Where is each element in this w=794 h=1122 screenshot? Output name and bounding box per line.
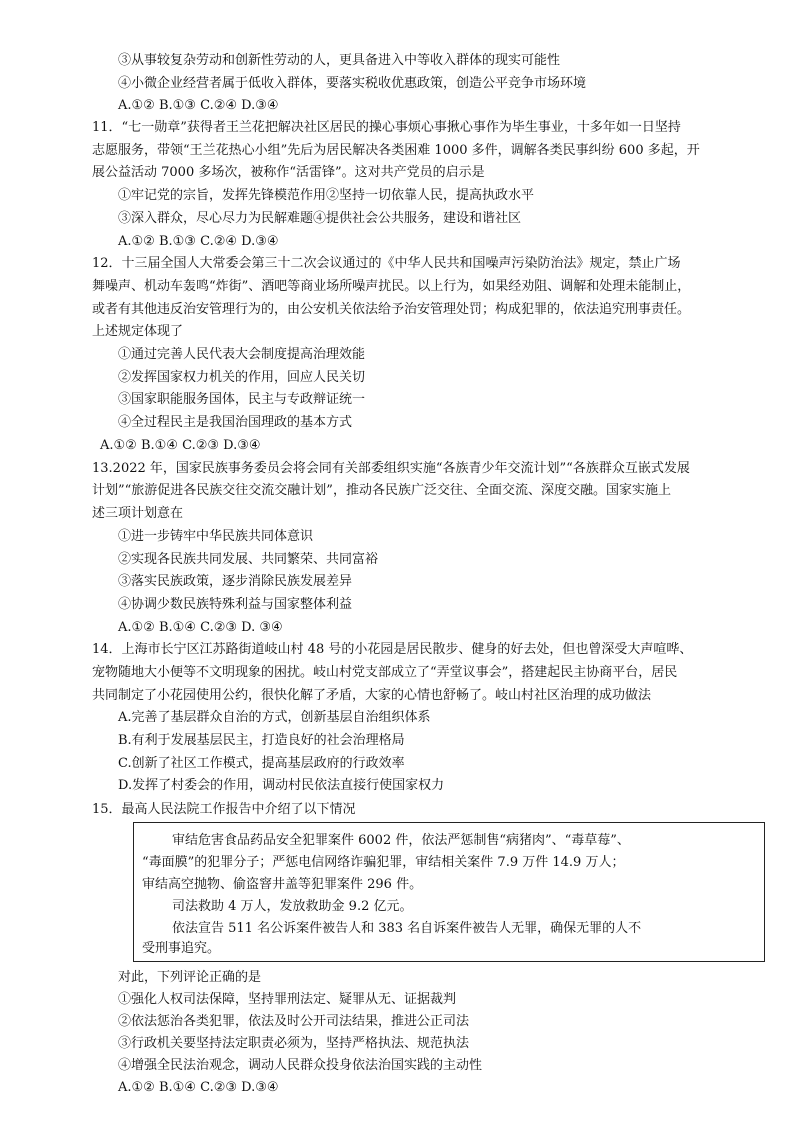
q15-prompt: 对此，下列评论正确的是 [118, 970, 262, 985]
q15-material-line-3: 审结高空抛物、偷盗窨井盖等犯罪案件 296 件。 [142, 877, 423, 892]
q12-option-2: ②发挥国家权力机关的作用，回应人民关切 [118, 370, 366, 385]
q10-option-4: ④小微企业经营者属于低收入群体，要落实税收优惠政策，创造公平竞争市场环境 [118, 76, 587, 91]
q13-option-3: ③落实民族政策，逐步消除民族发展差异 [118, 574, 353, 589]
q11-stem-line-1: 11．“七一勋章”获得者王兰花把解决社区居民的操心事烦心事揪心事作为毕生事业，十多年如一日坚持 [92, 120, 681, 135]
q13-option-4: ④协调少数民族特殊利益与国家整体利益 [118, 597, 353, 612]
q12-option-1: ①通过完善人民代表大会制度提高治理效能 [118, 347, 366, 362]
q13-stem-line-1: 13.2022 年，国家民族事务委员会将会同有关部委组织实施“各族青少年交流计划”“各族群众互嵌式发展 [92, 461, 690, 476]
q11-stem-line-2: 志愿服务，带领“王兰花热心小组”先后为居民解决各类困难 1000 多件，调解各类民事纠纷 600 多起，开 [92, 143, 700, 158]
q13-stem-line-3: 述三项计划意在 [92, 506, 184, 521]
q14-option-c: C.创新了社区工作模式，提高基层政府的行政效率 [118, 756, 405, 771]
q10-answers: A.①② B.①③ C.②④ D.③④ [118, 98, 279, 113]
q13-answers: A.①② B.①④ C.②③ D. ③④ [118, 620, 283, 635]
q14-option-b: B.有利于发展基层民主，打造良好的社会治理格局 [118, 733, 405, 748]
q15-answers: A.①② B.①④ C.②③ D.③④ [118, 1080, 279, 1095]
q15-stem: 15．最高人民法院工作报告中介绍了以下情况 [92, 802, 356, 817]
q15-material-line-4: 司法救助 4 万人，发放救助金 9.2 亿元。 [172, 899, 413, 914]
q13-option-1: ①进一步铸牢中华民族共同体意识 [118, 529, 314, 544]
q12-answers: A.①② B.①④ C.②③ D.③④ [100, 438, 261, 453]
q15-option-3: ③行政机关要坚持法定职责必须为，坚持严格执法、规范执法 [118, 1036, 470, 1051]
q10-option-3: ③从事较复杂劳动和创新性劳动的人，更具备进入中等收入群体的现实可能性 [118, 53, 561, 68]
q15-material-line-6: 受刑事追究。 [142, 941, 221, 956]
q15-material-box [133, 822, 765, 962]
q12-stem-line-1: 12．十三届全国人大常委会第三十二次会议通过的《中华人民共和国噪声污染防治法》规定，禁止广场 [92, 256, 681, 271]
q14-stem-line-2: 宠物随地大小便等不文明现象的困扰。岐山村党支部成立了“弄堂议事会”，搭建起民主协商平台，居民 [92, 665, 678, 680]
q11-stem-line-3: 展公益活动 7000 多场次，被称作“活雷锋”。这对共产党员的启示是 [92, 165, 485, 180]
q15-option-4: ④增强全民法治观念，调动人民群众投身依法治国实践的主动性 [118, 1058, 483, 1073]
q11-answers: A.①② B.①③ C.②④ D.③④ [118, 234, 279, 249]
q11-options-line-2: ③深入群众，尽心尽力为民解难题④提供社会公共服务，建设和谐社区 [118, 211, 522, 226]
q13-stem-line-2: 计划”“旅游促进各民族交往交流交融计划”，推动各民族广泛交往、全面交流、深度交融。国家实施上 [92, 483, 671, 498]
q12-option-3: ③国家职能服务国体，民主与专政辩证统一 [118, 392, 366, 407]
q11-options-line-1: ①牢记党的宗旨，发挥先锋模范作用②坚持一切依靠人民，提高执政水平 [118, 188, 535, 203]
q14-option-d: D.发挥了村委会的作用，调动村民依法直接行使国家权力 [118, 778, 445, 793]
q12-stem-line-2: 舞噪声、机动车轰鸣“炸街”、酒吧等商业场所噪声扰民。以上行为，如果经劝阻、调解和处理未能制止， [92, 279, 691, 294]
q14-stem-line-3: 共同制定了小花园使用公约，很快化解了矛盾，大家的心情也舒畅了。岐山村社区治理的成功做法 [92, 688, 652, 703]
q15-option-2: ②依法惩治各类犯罪，依法及时公开司法结果，推进公正司法 [118, 1014, 470, 1029]
q14-option-a: A.完善了基层群众自治的方式，创新基层自治组织体系 [118, 710, 431, 725]
q15-material-line-1: 审结危害食品药品安全犯罪案件 6002 件，依法严惩制售“病猪肉”、“毒草莓”、 [172, 833, 630, 848]
q12-stem-line-4: 上述规定体现了 [92, 324, 184, 339]
q12-stem-line-3: 或者有其他违反治安管理行为的，由公安机关依法给予治安管理处罚；构成犯罪的，依法追究刑事责任。 [92, 302, 691, 317]
q13-option-2: ②实现各民族共同发展、共同繁荣、共同富裕 [118, 552, 379, 567]
q15-material-line-2: “毒面膜”的犯罪分子；严惩电信网络诈骗犯罪，审结相关案件 7.9 万件 14.9 万人； [142, 855, 625, 870]
q14-stem-line-1: 14．上海市长宁区江苏路街道岐山村 48 号的小花园是居民散步、健身的好去处，但也曾深受大声喧哗、 [92, 642, 693, 657]
q15-material-line-5: 依法宣告 511 名公诉案件被告人和 383 名自诉案件被告人无罪，确保无罪的人不 [172, 921, 642, 936]
q15-option-1: ①强化人权司法保障，坚持罪刑法定、疑罪从无、证据裁判 [118, 992, 457, 1007]
q12-option-4: ④全过程民主是我国治国理政的基本方式 [118, 415, 353, 430]
